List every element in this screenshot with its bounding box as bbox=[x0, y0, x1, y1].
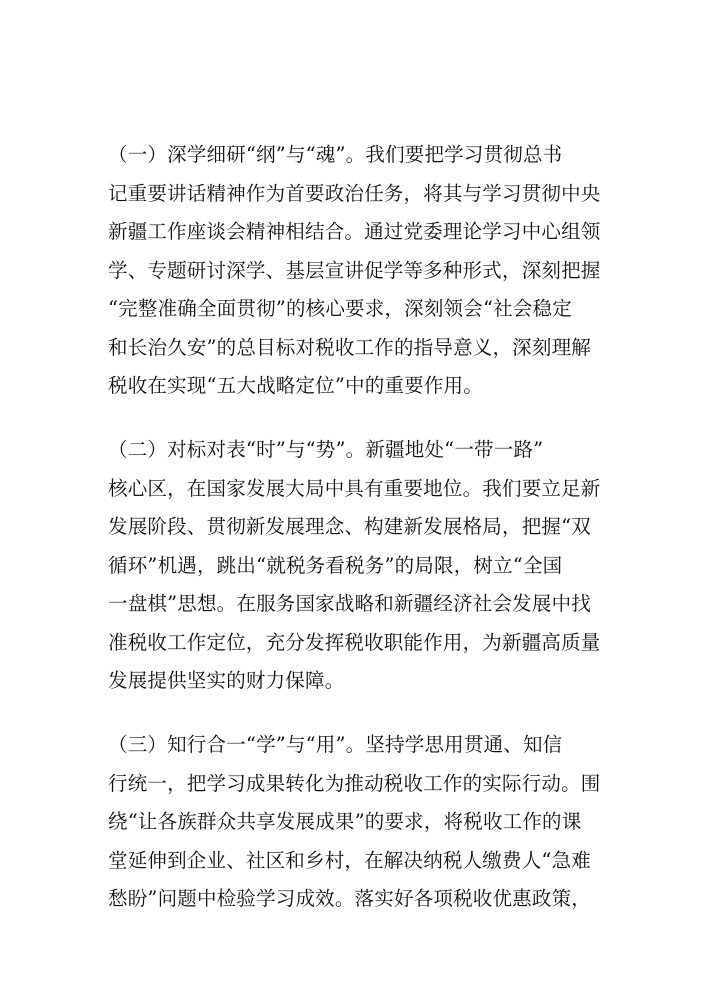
paragraph-line: 愁盼”问题中检验学习成效。落实好各项税收优惠政策， bbox=[108, 887, 591, 910]
paragraph-line: 核心区，在国家发展大局中具有重要地位。我们要立足新 bbox=[108, 476, 601, 500]
paragraph-1 bbox=[108, 136, 606, 406]
paragraph-line: 发展提供坚实的财力保障。 bbox=[108, 669, 345, 692]
paragraph-line: 一盘棋”思想。在服务国家战略和新疆经济社会发展中找 bbox=[108, 592, 591, 615]
paragraph-line: “完整准确全面贯彻”的核心要求，深刻领会“社会稳定 bbox=[108, 297, 572, 320]
paragraph-3 bbox=[108, 726, 606, 919]
paragraph-line: 绕“让各族群众共享发展成果”的要求，将税收工作的课 bbox=[108, 810, 582, 833]
paragraph-line: 记重要讲话精神作为首要政治任务，将其与学习贯彻中央 bbox=[108, 181, 601, 205]
paragraph-line: 学、专题研讨深学、基层宣讲促学等多种形式，深刻把握 bbox=[108, 258, 601, 282]
paragraph-line: 循环”机遇，跳出“就税务看税务”的局限，树立“全国 bbox=[108, 553, 563, 577]
paragraph-line: 发展阶段、贯彻新发展理念、构建新发展格局，把握“双 bbox=[108, 515, 591, 538]
paragraph-line: 行统一，把学习成果转化为推动税收工作的实际行动。围 bbox=[108, 771, 601, 795]
paragraph-line: 税收在实现“五大战略定位”中的重要作用。 bbox=[108, 374, 483, 397]
paragraph-line: （三）知行合一“学”与“用”。坚持学思用贯通、知信 bbox=[108, 733, 563, 756]
paragraph-line: （二）对标对表“时”与“势”。新疆地处“一带一路” bbox=[108, 438, 544, 461]
paragraph-line: 和长治久安”的总目标对税收工作的指导意义，深刻理解 bbox=[108, 335, 591, 359]
paragraph-line: 堂延伸到企业、社区和乡村，在解决纳税人缴费人“急难 bbox=[108, 848, 591, 872]
paragraph-2 bbox=[108, 431, 606, 701]
paragraph-line: 准税收工作定位，充分发挥税收职能作用，为新疆高质量 bbox=[108, 630, 601, 654]
paragraph-line: 新疆工作座谈会精神相结合。通过党委理论学习中心组领 bbox=[108, 220, 601, 243]
paragraph-line: （一）深学细研“纲”与“魂”。我们要把学习贯彻总书 bbox=[108, 143, 563, 166]
